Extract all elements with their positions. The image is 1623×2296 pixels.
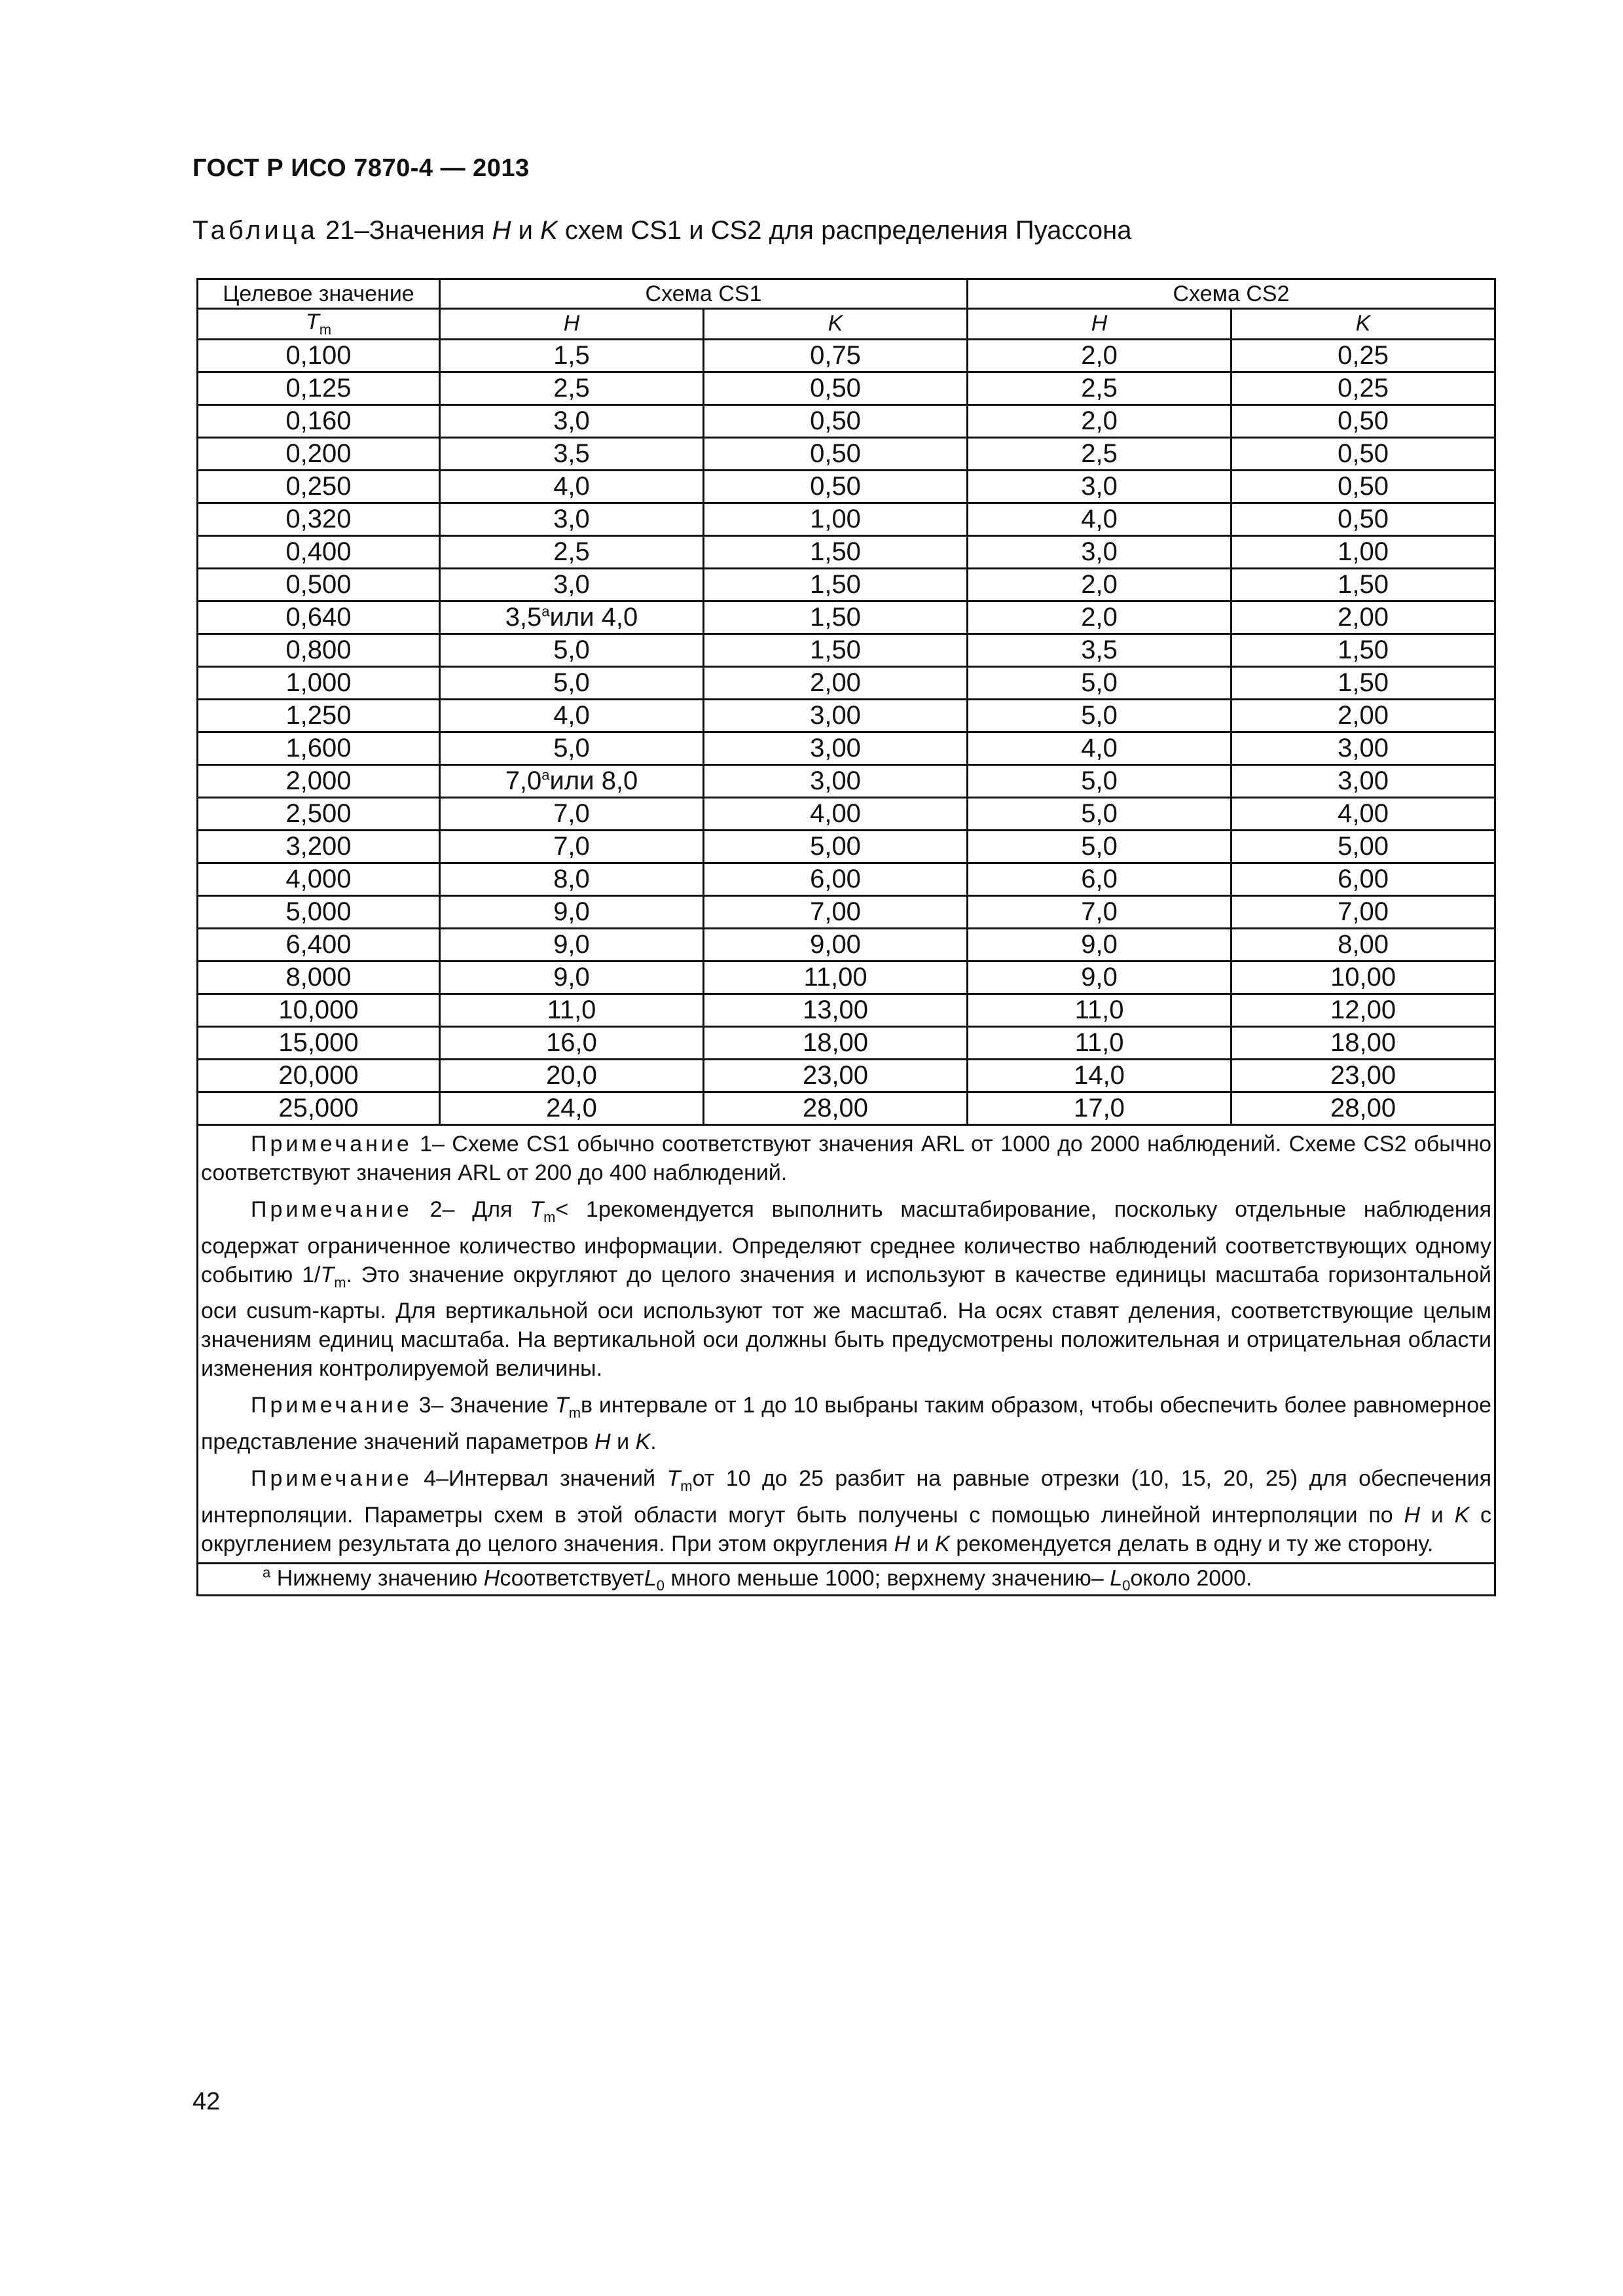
cell-tm: 0,100 bbox=[198, 339, 440, 372]
cell-cs1-h-value: 7,0 bbox=[505, 766, 542, 796]
cell-cs2-k: 0,25 bbox=[1231, 339, 1495, 372]
note-1 bbox=[201, 1130, 1491, 1187]
cell-cs1-h bbox=[440, 797, 704, 830]
table-row bbox=[198, 437, 1495, 470]
cell-tm: 6,400 bbox=[198, 928, 440, 961]
note-number: 2– bbox=[412, 1196, 473, 1222]
note-text: и bbox=[610, 1429, 636, 1455]
symbol-k: K bbox=[1454, 1502, 1470, 1528]
cell-cs1-h-value: 3,0 bbox=[553, 406, 590, 436]
cell-cs2-h: 5,0 bbox=[968, 797, 1231, 830]
table-row bbox=[198, 797, 1495, 830]
cell-cs1-h-value: 5,0 bbox=[553, 636, 590, 665]
cell-cs2-k: 0,50 bbox=[1231, 437, 1495, 470]
cell-tm: 5,000 bbox=[198, 895, 440, 928]
cell-cs2-k: 0,50 bbox=[1231, 470, 1495, 503]
note-text: Значение bbox=[450, 1393, 555, 1418]
cell-tm: 1,250 bbox=[198, 699, 440, 732]
symbol-sub: m bbox=[543, 1208, 556, 1225]
cell-cs1-k: 0,75 bbox=[704, 339, 968, 372]
cell-cs1-h-value: 3,0 bbox=[553, 505, 590, 534]
symbol-sub: 0 bbox=[1122, 1577, 1131, 1594]
cell-cs2-k: 1,50 bbox=[1231, 666, 1495, 699]
header-cs1-h: H bbox=[440, 309, 704, 340]
note-text: от 10 до 25 разбит на равные отрезки (10, 15, 20, 25) для обеспечения интерполяции. Параметры схем в этой области могут быть получены с помощью линейной интерполяции по bbox=[201, 1466, 1492, 1528]
note-number: 4– bbox=[412, 1466, 449, 1492]
cell-cs1-h bbox=[440, 699, 704, 732]
cell-tm: 0,320 bbox=[198, 503, 440, 535]
symbol-h: H bbox=[894, 1531, 911, 1556]
symbol-sub: m bbox=[334, 1274, 346, 1291]
footnote-row bbox=[198, 1563, 1495, 1595]
cell-cs2-h: 5,0 bbox=[968, 699, 1231, 732]
table-row bbox=[198, 1092, 1495, 1124]
symbol-k: K bbox=[635, 1429, 651, 1455]
cell-cs1-h-value: 20,0 bbox=[546, 1061, 597, 1090]
table-row bbox=[198, 568, 1495, 601]
table-row bbox=[198, 928, 1495, 961]
cell-cs1-k: 13,00 bbox=[704, 994, 968, 1026]
cell-cs1-k: 9,00 bbox=[704, 928, 968, 961]
cell-tm: 4,000 bbox=[198, 863, 440, 895]
note-text: < 1рекомендуется выполнить масштабирование, поскольку отдельные наблюдения содержат ограниченное количество информации. Определяют среднее количество наблюдений соответствующих одному событию 1/ bbox=[201, 1196, 1492, 1287]
cell-cs1-h-value: 24,0 bbox=[546, 1094, 597, 1123]
cell-tm: 0,400 bbox=[198, 535, 440, 568]
cell-tm: 15,000 bbox=[198, 1026, 440, 1059]
cell-cs1-h-value: 8,0 bbox=[553, 865, 590, 894]
cell-cs1-h bbox=[440, 404, 704, 437]
header-cs2-k: K bbox=[1231, 309, 1495, 340]
cell-cs1-h-value: 11,0 bbox=[547, 996, 596, 1025]
footnote-cell bbox=[198, 1563, 1495, 1595]
cell-cs2-k: 5,00 bbox=[1231, 830, 1495, 863]
caption-var-k: K bbox=[540, 216, 558, 245]
cell-cs1-h bbox=[440, 830, 704, 863]
note-text: и bbox=[1420, 1502, 1455, 1528]
cell-cs1-h-value: 7,0 bbox=[553, 799, 590, 829]
cell-tm: 2,000 bbox=[198, 764, 440, 797]
cell-cs1-h-value: 9,0 bbox=[553, 930, 590, 960]
cell-cs1-h bbox=[440, 961, 704, 994]
footnote-mark: a bbox=[541, 603, 550, 620]
note-text: с округлением результата до целого значения. При этом округления bbox=[201, 1502, 1492, 1556]
cell-cs2-k: 7,00 bbox=[1231, 895, 1495, 928]
cell-cs2-k: 12,00 bbox=[1231, 994, 1495, 1026]
cell-cs1-h bbox=[440, 568, 704, 601]
cell-cs2-h: 5,0 bbox=[968, 666, 1231, 699]
cell-cs2-h: 5,0 bbox=[968, 830, 1231, 863]
table-row bbox=[198, 666, 1495, 699]
cell-tm: 0,160 bbox=[198, 404, 440, 437]
cell-cs2-k: 2,00 bbox=[1231, 699, 1495, 732]
cell-cs2-h: 2,5 bbox=[968, 437, 1231, 470]
cell-cs1-k: 0,50 bbox=[704, 437, 968, 470]
cell-tm: 0,800 bbox=[198, 634, 440, 666]
symbol-sub: m bbox=[680, 1477, 693, 1494]
cell-cs1-k: 0,50 bbox=[704, 404, 968, 437]
cell-cs1-h bbox=[440, 666, 704, 699]
note-label: Примечание bbox=[251, 1393, 412, 1418]
footnote-mark: a bbox=[263, 1564, 271, 1581]
cell-cs2-k: 8,00 bbox=[1231, 928, 1495, 961]
cell-cs1-k: 18,00 bbox=[704, 1026, 968, 1059]
cell-cs1-h-value: 4,0 bbox=[553, 701, 590, 730]
cell-cs1-h bbox=[440, 634, 704, 666]
cell-cs1-h-value: 9,0 bbox=[553, 897, 590, 927]
header-cs2: Схема CS2 bbox=[968, 279, 1495, 309]
note-text: Схеме CS1 обычно соответствуют значения ARL от 1000 до 2000 наблюдений. Схеме CS2 обычно соответствуют значения ARL от 200 до 400 наблюдений. bbox=[201, 1131, 1492, 1185]
cell-cs1-k: 1,50 bbox=[704, 634, 968, 666]
caption-label: Таблица bbox=[192, 216, 318, 245]
cell-cs1-k: 0,50 bbox=[704, 470, 968, 503]
cell-cs2-h: 4,0 bbox=[968, 503, 1231, 535]
footnote-text: около 2000. bbox=[1130, 1566, 1252, 1591]
table-row bbox=[198, 503, 1495, 535]
cell-cs1-h-value: 2,5 bbox=[553, 374, 590, 403]
footnote-text: Нижнему значению bbox=[270, 1566, 484, 1591]
cell-cs1-h bbox=[440, 372, 704, 404]
cell-cs2-k: 6,00 bbox=[1231, 863, 1495, 895]
poisson-table bbox=[196, 278, 1496, 1596]
cell-cs2-k: 2,00 bbox=[1231, 601, 1495, 634]
cell-cs1-h bbox=[440, 895, 704, 928]
table-row bbox=[198, 1059, 1495, 1092]
symbol-sub: 0 bbox=[656, 1577, 665, 1594]
cell-cs1-k: 2,00 bbox=[704, 666, 968, 699]
footnote-mark: a bbox=[541, 766, 550, 783]
cell-tm: 0,200 bbox=[198, 437, 440, 470]
note-label: Примечание bbox=[251, 1131, 412, 1157]
note-number: 1– bbox=[412, 1131, 452, 1157]
symbol-k: K bbox=[935, 1531, 950, 1556]
cell-cs2-h: 7,0 bbox=[968, 895, 1231, 928]
cell-cs2-h: 2,0 bbox=[968, 339, 1231, 372]
header-symbols-row bbox=[198, 309, 1495, 340]
cell-cs2-h: 3,0 bbox=[968, 470, 1231, 503]
note-text: в интервале от 1 до 10 выбраны таким образом, чтобы обеспечить более равномерное представление значений параметров bbox=[201, 1393, 1492, 1455]
cell-cs1-k: 28,00 bbox=[704, 1092, 968, 1124]
header-target: Целевое значение bbox=[198, 279, 440, 309]
cell-cs2-k: 3,00 bbox=[1231, 732, 1495, 764]
cell-cs1-k: 0,50 bbox=[704, 372, 968, 404]
symbol-t: T bbox=[666, 1466, 681, 1492]
cell-cs2-h: 2,5 bbox=[968, 372, 1231, 404]
caption-number: 21 bbox=[325, 216, 355, 245]
header-tm-sub: m bbox=[319, 321, 332, 338]
cell-tm: 0,250 bbox=[198, 470, 440, 503]
symbol-t: T bbox=[555, 1393, 569, 1418]
cell-cs1-h bbox=[440, 1026, 704, 1059]
cell-tm: 1,000 bbox=[198, 666, 440, 699]
cell-cs1-k: 11,00 bbox=[704, 961, 968, 994]
cell-cs2-h: 6,0 bbox=[968, 863, 1231, 895]
table-row bbox=[198, 994, 1495, 1026]
cell-cs1-k: 4,00 bbox=[704, 797, 968, 830]
note-text: Интервал значений bbox=[448, 1466, 667, 1492]
cell-cs1-h bbox=[440, 994, 704, 1026]
cell-tm: 0,640 bbox=[198, 601, 440, 634]
cell-cs1-h-value: 5,0 bbox=[553, 734, 590, 763]
cell-cs1-h bbox=[440, 1059, 704, 1092]
cell-cs1-k: 1,50 bbox=[704, 601, 968, 634]
cell-cs1-h-value: 3,0 bbox=[553, 570, 590, 600]
table-row bbox=[198, 764, 1495, 797]
cell-cs1-h-value: 4,0 bbox=[553, 472, 590, 501]
cell-cs2-k: 1,00 bbox=[1231, 535, 1495, 568]
symbol-h: H bbox=[594, 1429, 611, 1455]
cell-cs2-k: 0,50 bbox=[1231, 503, 1495, 535]
notes-cell bbox=[198, 1124, 1495, 1563]
symbol-t: T bbox=[530, 1196, 544, 1222]
cell-cs1-h bbox=[440, 437, 704, 470]
cell-cs1-k: 23,00 bbox=[704, 1059, 968, 1092]
table-row bbox=[198, 961, 1495, 994]
header-row bbox=[198, 279, 1495, 309]
note-label: Примечание bbox=[251, 1466, 412, 1492]
header-cs1-k: K bbox=[704, 309, 968, 340]
cell-tm: 10,000 bbox=[198, 994, 440, 1026]
cell-cs2-h: 5,0 bbox=[968, 764, 1231, 797]
cell-cs2-h: 9,0 bbox=[968, 961, 1231, 994]
cell-cs1-h-value: 2,5 bbox=[553, 537, 590, 567]
symbol-t: T bbox=[320, 1262, 335, 1287]
symbol-l: L bbox=[1110, 1566, 1123, 1591]
cell-cs1-h bbox=[440, 339, 704, 372]
caption-text: Значения bbox=[369, 216, 492, 245]
cell-cs1-h bbox=[440, 928, 704, 961]
cell-cs1-h-alt: или 4,0 bbox=[549, 603, 638, 632]
cell-cs1-h-value: 7,0 bbox=[553, 832, 590, 861]
note-text: рекомендуется делать в одну и ту же сторону. bbox=[949, 1531, 1434, 1556]
cell-cs2-h: 11,0 bbox=[968, 994, 1231, 1026]
cell-cs1-k: 1,50 bbox=[704, 535, 968, 568]
header-cs2-h: H bbox=[968, 309, 1231, 340]
table-row bbox=[198, 1026, 1495, 1059]
table-row bbox=[198, 830, 1495, 863]
cell-cs1-k: 7,00 bbox=[704, 895, 968, 928]
cell-cs1-h-value: 9,0 bbox=[553, 963, 590, 992]
symbol-l: L bbox=[644, 1566, 657, 1591]
note-text: . Это значение округляют до целого значения и используют в качестве единицы масштаба горизонтальной оси cusum-карты. Для вертикальной оси используют тот же масштаб. На осях ставят деления, соответствующие целым значениям единиц масштаба. На вертикальной оси должны быть предусмотрены положительная и отрицательная области изменения контролируемой величины. bbox=[201, 1262, 1492, 1382]
table-row bbox=[198, 470, 1495, 503]
cell-cs2-h: 9,0 bbox=[968, 928, 1231, 961]
cell-cs2-h: 3,0 bbox=[968, 535, 1231, 568]
cell-cs1-h-value: 1,5 bbox=[553, 341, 590, 370]
cell-cs2-k: 18,00 bbox=[1231, 1026, 1495, 1059]
note-text: Для bbox=[472, 1196, 530, 1222]
table-row bbox=[198, 895, 1495, 928]
caption-dash: – bbox=[354, 216, 369, 245]
table-row bbox=[198, 634, 1495, 666]
cell-cs2-h: 2,0 bbox=[968, 404, 1231, 437]
note-4 bbox=[201, 1464, 1491, 1558]
cell-cs1-k: 5,00 bbox=[704, 830, 968, 863]
cell-cs2-k: 10,00 bbox=[1231, 961, 1495, 994]
cell-cs2-k: 28,00 bbox=[1231, 1092, 1495, 1124]
header-tm-symbol: T bbox=[305, 310, 319, 334]
note-2 bbox=[201, 1195, 1491, 1384]
cell-tm: 20,000 bbox=[198, 1059, 440, 1092]
cell-cs2-h: 3,5 bbox=[968, 634, 1231, 666]
cell-cs1-h bbox=[440, 764, 704, 797]
notes-row bbox=[198, 1124, 1495, 1563]
note-text: и bbox=[910, 1531, 936, 1556]
cell-cs2-h: 11,0 bbox=[968, 1026, 1231, 1059]
table-row bbox=[198, 601, 1495, 634]
symbol-h: H bbox=[1404, 1502, 1421, 1528]
cell-cs2-h: 17,0 bbox=[968, 1092, 1231, 1124]
page-number: 42 bbox=[192, 2088, 221, 2115]
cell-cs1-k: 1,50 bbox=[704, 568, 968, 601]
cell-cs2-k: 0,50 bbox=[1231, 404, 1495, 437]
cell-cs2-h: 4,0 bbox=[968, 732, 1231, 764]
cell-tm: 0,125 bbox=[198, 372, 440, 404]
cell-cs1-h bbox=[440, 863, 704, 895]
cell-cs1-k: 6,00 bbox=[704, 863, 968, 895]
table-row bbox=[198, 372, 1495, 404]
footnote-text: соответствует bbox=[500, 1566, 644, 1591]
cell-cs2-k: 4,00 bbox=[1231, 797, 1495, 830]
cell-cs2-h: 2,0 bbox=[968, 601, 1231, 634]
cell-cs1-h-value: 5,0 bbox=[553, 668, 590, 698]
symbol-sub: m bbox=[568, 1405, 581, 1422]
table-row bbox=[198, 699, 1495, 732]
cell-cs1-h-value: 16,0 bbox=[546, 1028, 597, 1058]
table-row bbox=[198, 404, 1495, 437]
cell-cs2-h: 2,0 bbox=[968, 568, 1231, 601]
table-caption bbox=[192, 216, 1131, 245]
cell-cs1-h bbox=[440, 470, 704, 503]
document-header: ГОСТ Р ИСО 7870-4 — 2013 bbox=[192, 154, 530, 182]
cell-cs2-k: 3,00 bbox=[1231, 764, 1495, 797]
cell-cs1-k: 3,00 bbox=[704, 699, 968, 732]
table-row bbox=[198, 535, 1495, 568]
cell-cs2-k: 0,25 bbox=[1231, 372, 1495, 404]
caption-text: и bbox=[511, 216, 541, 245]
note-number: 3– bbox=[412, 1393, 450, 1418]
cell-tm: 8,000 bbox=[198, 961, 440, 994]
cell-tm: 2,500 bbox=[198, 797, 440, 830]
table-row bbox=[198, 732, 1495, 764]
cell-cs2-k: 23,00 bbox=[1231, 1059, 1495, 1092]
header-cs1: Схема CS1 bbox=[440, 279, 968, 309]
table-row bbox=[198, 339, 1495, 372]
cell-tm: 1,600 bbox=[198, 732, 440, 764]
symbol-h: H bbox=[483, 1566, 500, 1591]
note-text: . bbox=[650, 1429, 657, 1455]
note-label: Примечание bbox=[251, 1196, 412, 1222]
caption-var-h: H bbox=[492, 216, 511, 245]
cell-cs1-k: 3,00 bbox=[704, 732, 968, 764]
note-3 bbox=[201, 1391, 1491, 1456]
cell-cs1-h bbox=[440, 535, 704, 568]
table-row bbox=[198, 863, 1495, 895]
cell-cs2-h: 14,0 bbox=[968, 1059, 1231, 1092]
cell-cs2-k: 1,50 bbox=[1231, 568, 1495, 601]
header-tm bbox=[198, 309, 440, 340]
cell-cs1-h-value: 3,5 bbox=[553, 439, 590, 469]
cell-cs1-h bbox=[440, 601, 704, 634]
cell-cs1-h bbox=[440, 732, 704, 764]
cell-cs2-k: 1,50 bbox=[1231, 634, 1495, 666]
cell-tm: 25,000 bbox=[198, 1092, 440, 1124]
cell-cs1-h-alt: или 8,0 bbox=[549, 766, 638, 796]
caption-text: схем CS1 и CS2 для распределения Пуассона bbox=[557, 216, 1132, 245]
cell-cs1-h-value: 3,5 bbox=[505, 603, 542, 632]
cell-cs1-h bbox=[440, 1092, 704, 1124]
cell-cs1-k: 1,00 bbox=[704, 503, 968, 535]
cell-cs1-h bbox=[440, 503, 704, 535]
cell-tm: 0,500 bbox=[198, 568, 440, 601]
cell-cs1-k: 3,00 bbox=[704, 764, 968, 797]
cell-tm: 3,200 bbox=[198, 830, 440, 863]
footnote-text: много меньше 1000; верхнему значению– bbox=[665, 1566, 1110, 1591]
